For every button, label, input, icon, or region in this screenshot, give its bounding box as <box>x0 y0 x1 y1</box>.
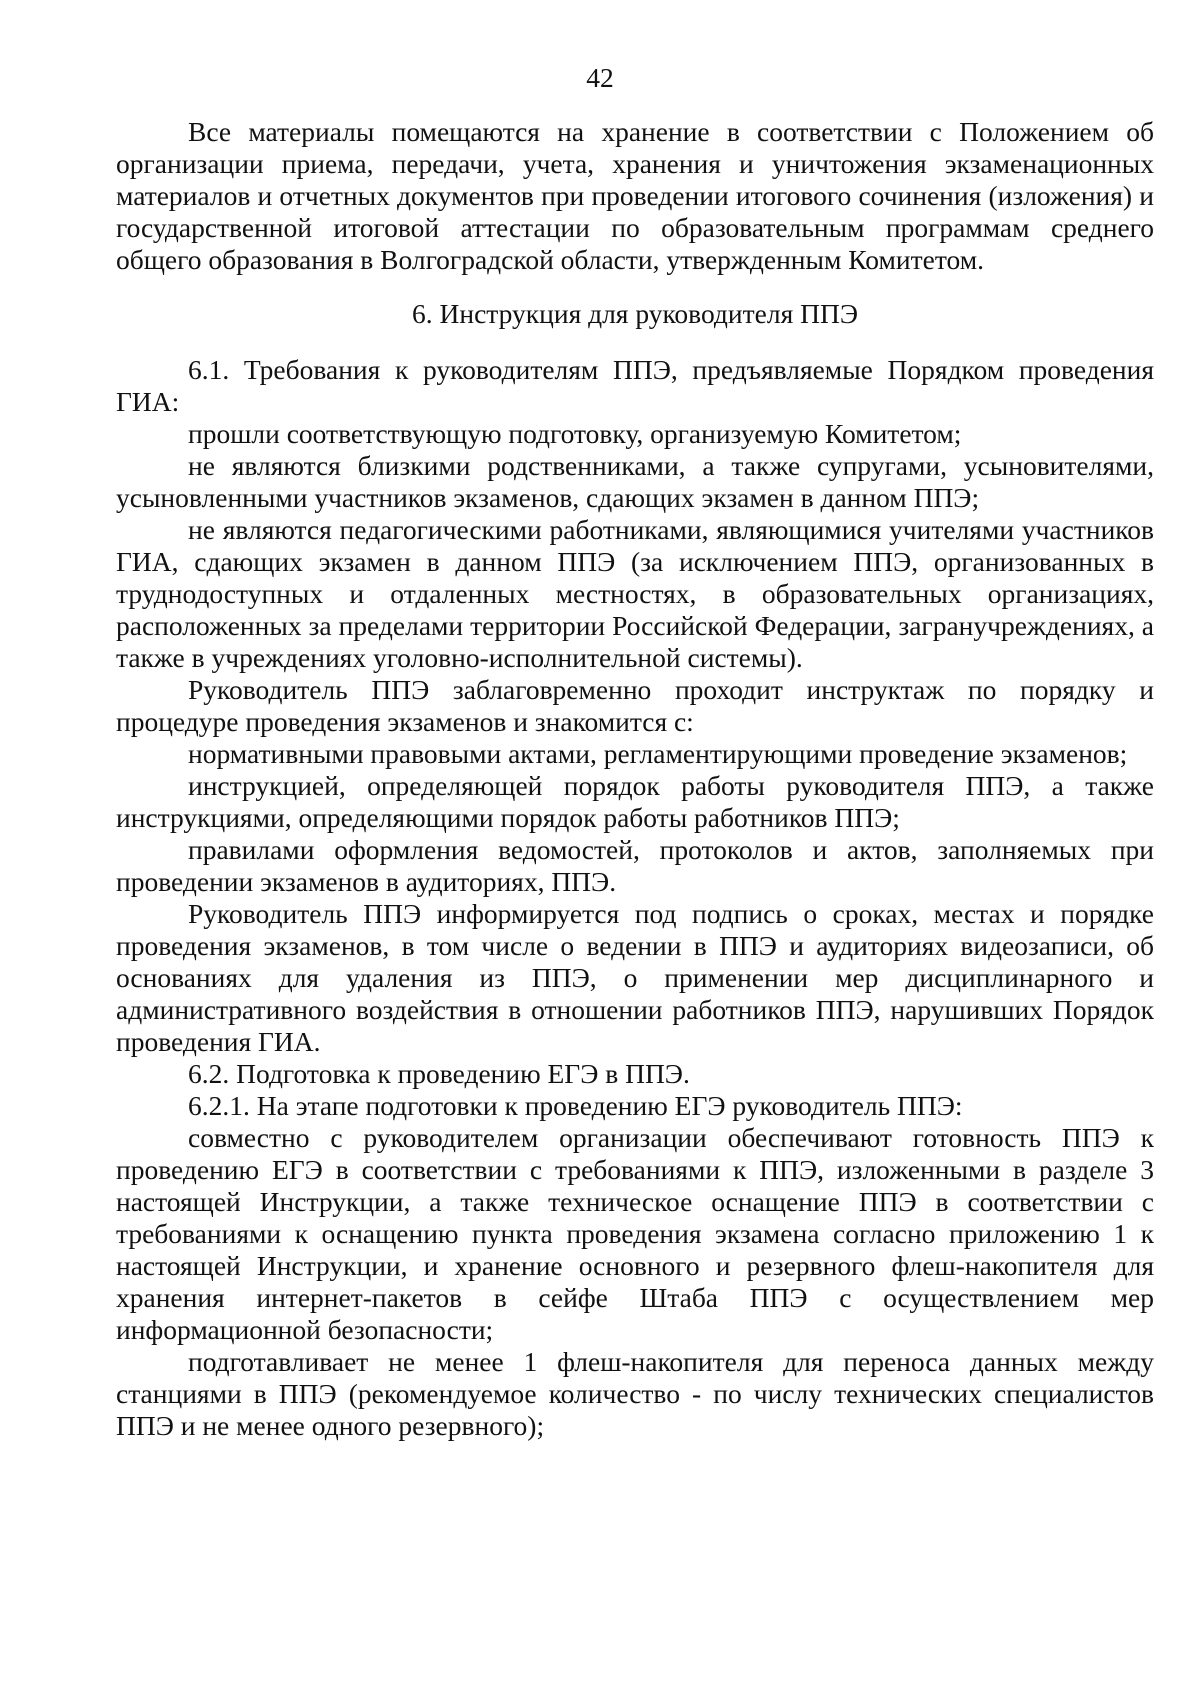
paragraph-informed: Руководитель ППЭ информируется под подпись о сроках, местах и порядке проведения экзаменов, в том числе о ведении в ППЭ и аудиториях видеозаписи, об основаниях для удаления из ППЭ, о применении мер дисциплинарного и административного воздействия в отношении работников ППЭ, нарушивших Порядок проведения ГИА. <box>116 898 1154 1057</box>
paragraph-legal-acts: нормативными правовыми актами, регламентирующими проведение экзаменов; <box>188 738 1128 769</box>
paragraph-briefing: Руководитель ППЭ заблаговременно проходит инструктаж по порядку и процедуре проведения экзаменов и знакомится с: <box>116 674 1154 737</box>
section-heading: 6. Инструкция для руководителя ППЭ <box>412 298 858 329</box>
paragraph-requirement-not-relatives: не являются близкими родственниками, а также супругами, усыновителями, усыновленными участников экзаменов, сдающих экзамен в данном ППЭ; <box>116 450 1154 513</box>
document-body <box>116 116 1154 1442</box>
paragraph-forms-rules: правилами оформления ведомостей, протоколов и актов, заполняемых при проведении экзаменов в аудиториях, ППЭ. <box>116 834 1154 897</box>
paragraph-subsection-6-2-1: 6.2.1. На этапе подготовки к проведению ЕГЭ руководитель ППЭ: <box>188 1090 963 1121</box>
paragraph-flash-drives: подготавливает не менее 1 флеш-накопителя для переноса данных между станциями в ППЭ (рекомендуемое количество - по числу технических специалистов ППЭ и не менее одного резервного); <box>116 1346 1154 1441</box>
page-number: 42 <box>586 62 614 93</box>
paragraph-instructions: инструкцией, определяющей порядок работы руководителя ППЭ, а также инструкциями, определяющими порядок работы работников ППЭ; <box>116 770 1154 833</box>
paragraph-readiness: совместно с руководителем организации обеспечивают готовность ППЭ к проведению ЕГЭ в соответствии с требованиями к ППЭ, изложенными в разделе 3 настоящей Инструкции, а также техническое оснащение ППЭ в соответствии с требованиями к оснащению пункта проведения экзамена согласно приложению 1 к настоящей Инструкции, и хранение основного и резервного флеш-накопителя для хранения интернет-пакетов в сейфе Штаба ППЭ с осуществлением мер информационной безопасности; <box>116 1122 1154 1345</box>
paragraph-requirement-not-teachers: не являются педагогическими работниками, являющимися учителями участников ГИА, сдающих экзамен в данном ППЭ (за исключением ППЭ, организованных в труднодоступных и отдаленных местностях, в образовательных организациях, расположенных за пределами территории Российской Федерации, загранучреждениях, а также в учреждениях уголовно-исполнительной системы). <box>116 514 1154 673</box>
paragraph-requirement-training: прошли соответствующую подготовку, организуемую Комитетом; <box>188 418 962 449</box>
intro-paragraph: Все материалы помещаются на хранение в соответствии с Положением об организации приема, передачи, учета, хранения и уничтожения экзаменационных материалов и отчетных документов при проведении итогового сочинения (изложения) и государственной итоговой аттестации по образовательным программам среднего общего образования в Волгоградской области, утвержденным Комитетом. <box>116 116 1154 275</box>
paragraph-subsection-6-2: 6.2. Подготовка к проведению ЕГЭ в ППЭ. <box>188 1058 690 1089</box>
paragraph-requirements-intro: 6.1. Требования к руководителям ППЭ, предъявляемые Порядком проведения ГИА: <box>116 354 1154 417</box>
